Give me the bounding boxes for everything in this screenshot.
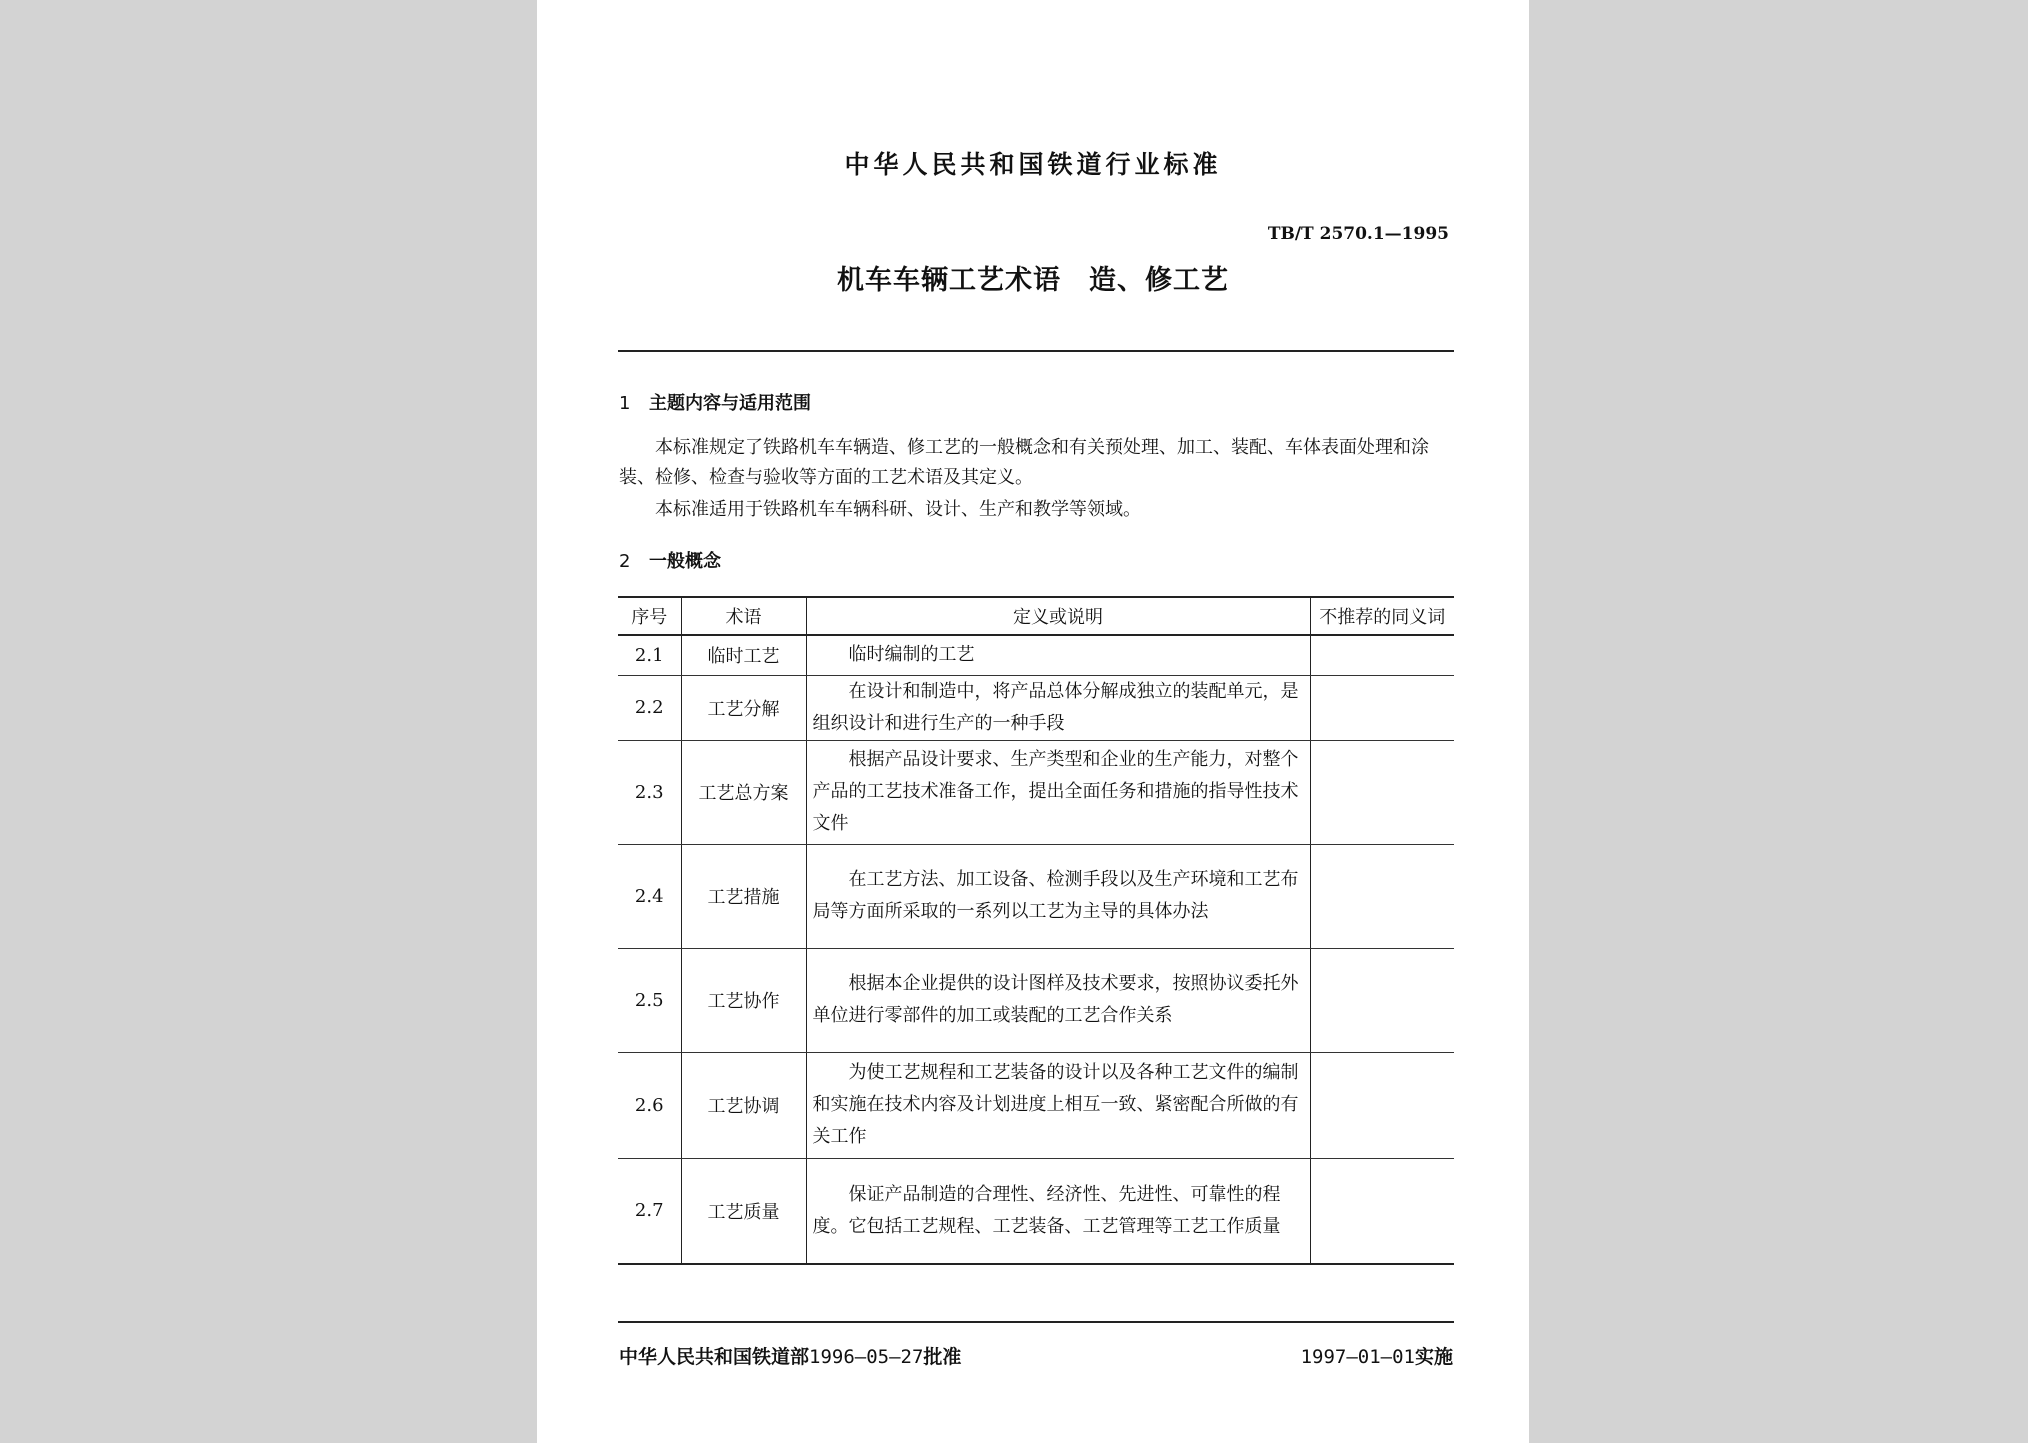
header-num: 序号 [618, 597, 681, 635]
row-definition: 根据本企业提供的设计图样及技术要求，按照协议委托外单位进行零部件的加工或装配的工艺合作关系 [806, 948, 1310, 1052]
header-synonym: 不推荐的同义词 [1310, 597, 1454, 635]
approval-line [619, 1342, 961, 1369]
effective-line [1301, 1342, 1453, 1369]
row-term: 工艺质量 [681, 1158, 806, 1264]
header-definition: 定义或说明 [806, 597, 1310, 635]
row-synonym [1310, 844, 1454, 948]
row-num: 2.5 [618, 948, 681, 1052]
row-definition: 在工艺方法、加工设备、检测手段以及生产环境和工艺布局等方面所采取的一系列以工艺为主导的具体办法 [806, 844, 1310, 948]
row-num: 2.1 [618, 635, 681, 675]
row-definition: 在设计和制造中，将产品总体分解成独立的装配单元，是组织设计和进行生产的一种手段 [806, 675, 1310, 740]
table-row [618, 948, 1454, 1052]
standard-number: TB/T 2570.1—1995 [1267, 224, 1449, 244]
section-1-paragraph-2: 本标准适用于铁路机车车辆科研、设计、生产和教学等领域。 [655, 499, 1141, 520]
section-1-heading [619, 389, 811, 415]
table-row [618, 1052, 1454, 1158]
table-header-row [618, 597, 1454, 635]
section-2-number: 2 [619, 551, 631, 572]
section-2-heading [619, 547, 721, 573]
section-1-number: 1 [619, 393, 631, 414]
row-term: 临时工艺 [681, 635, 806, 675]
row-definition: 为使工艺规程和工艺装备的设计以及各种工艺文件的编制和实施在技术内容及计划进度上相互一致、紧密配合所做的有关工作 [806, 1052, 1310, 1158]
effective-label: 实施 [1414, 1346, 1453, 1368]
row-num: 2.2 [618, 675, 681, 740]
document-title: 机车车辆工艺术语 造、修工艺 [837, 265, 1229, 296]
footer-divider [618, 1321, 1454, 1323]
row-term: 工艺协作 [681, 948, 806, 1052]
row-num: 2.6 [618, 1052, 681, 1158]
row-num: 2.7 [618, 1158, 681, 1264]
row-definition: 根据产品设计要求、生产类型和企业的生产能力，对整个产品的工艺技术准备工作，提出全面任务和措施的指导性技术文件 [806, 740, 1310, 844]
row-term: 工艺措施 [681, 844, 806, 948]
terms-table [618, 596, 1454, 1265]
section-1-title: 主题内容与适用范围 [649, 393, 811, 414]
row-num: 2.3 [618, 740, 681, 844]
approving-authority: 中华人民共和国铁道部 [619, 1346, 810, 1368]
section-2-title: 一般概念 [649, 551, 721, 572]
document-page [537, 0, 1529, 1443]
row-definition: 临时编制的工艺 [806, 635, 1310, 675]
approval-date: 1996—05—27 [809, 1346, 924, 1368]
table-row [618, 635, 1454, 675]
row-term: 工艺分解 [681, 675, 806, 740]
header-term: 术语 [681, 597, 806, 635]
row-num: 2.4 [618, 844, 681, 948]
row-synonym [1310, 635, 1454, 675]
table-row [618, 740, 1454, 844]
approval-label: 批准 [923, 1346, 962, 1368]
table-row [618, 675, 1454, 740]
issuing-authority-header: 中华人民共和国铁道行业标准 [844, 150, 1222, 179]
row-term: 工艺协调 [681, 1052, 806, 1158]
row-synonym [1310, 1052, 1454, 1158]
table-row [618, 1158, 1454, 1264]
row-definition: 保证产品制造的合理性、经济性、先进性、可靠性的程度。它包括工艺规程、工艺装备、工艺管理等工艺工作质量 [806, 1158, 1310, 1264]
section-1-paragraph-1: 本标准规定了铁路机车车辆造、修工艺的一般概念和有关预处理、加工、装配、车体表面处理和涂装、检修、检查与验收等方面的工艺术语及其定义。 [619, 437, 1429, 488]
row-synonym [1310, 740, 1454, 844]
row-synonym [1310, 675, 1454, 740]
row-term: 工艺总方案 [681, 740, 806, 844]
row-synonym [1310, 1158, 1454, 1264]
effective-date: 1997—01—01 [1300, 1346, 1415, 1368]
title-divider [618, 350, 1454, 352]
table-row [618, 844, 1454, 948]
row-synonym [1310, 948, 1454, 1052]
